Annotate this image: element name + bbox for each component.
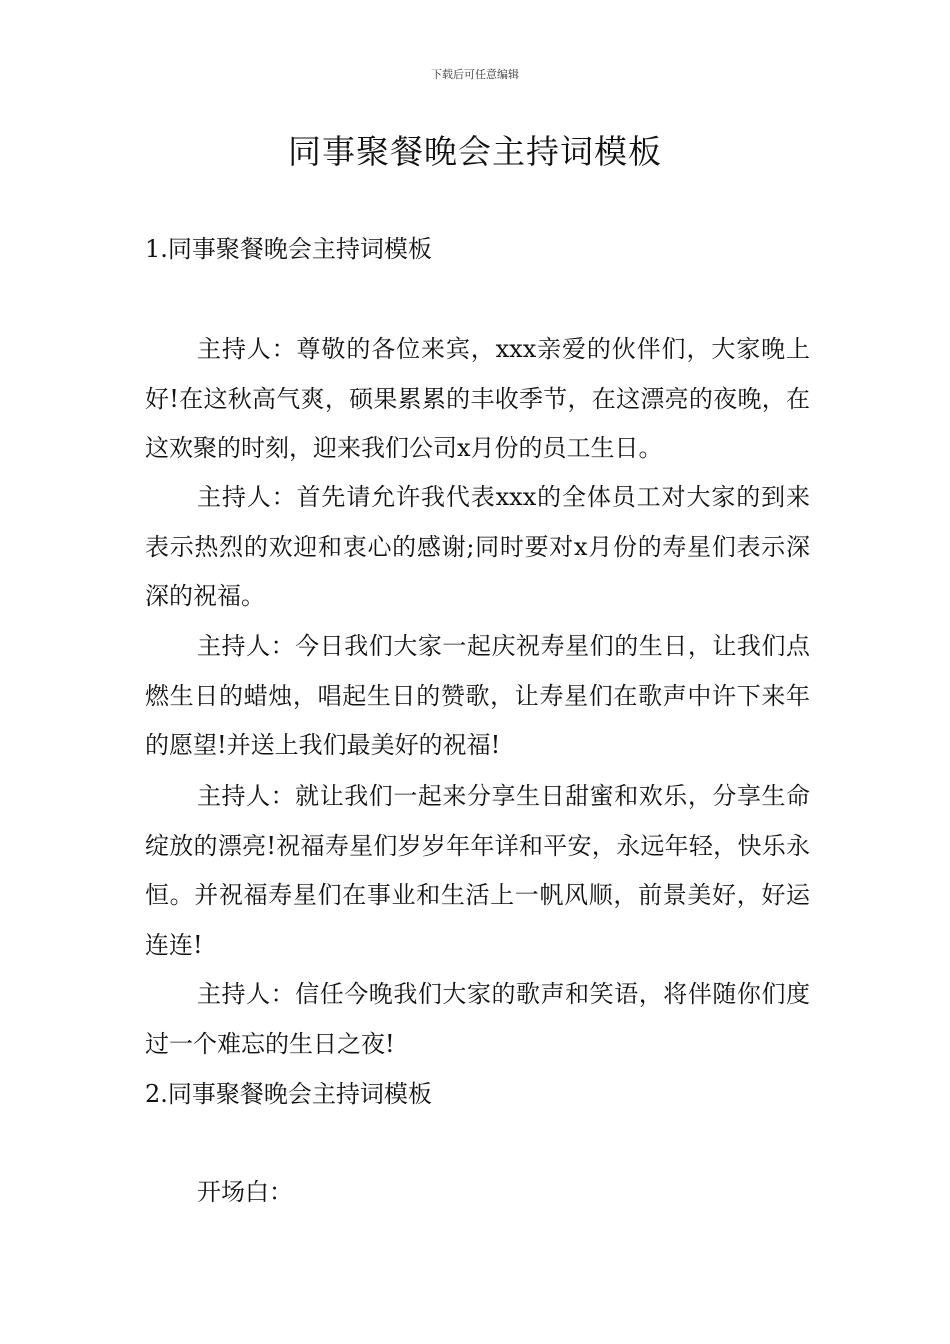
section-heading-1: 1.同事聚餐晚会主持词模板 (145, 235, 432, 263)
paragraph: 开场白： (197, 1178, 293, 1206)
paragraph: 主持人：尊敬的各位来宾，xxx亲爱的伙伴们，大家晚上好!在这秋高气爽，硕果累累的丰收季节，在这漂亮的夜晚，在这欢聚的时刻，迎来我们公司x月份的员工生日。 (145, 335, 810, 462)
section-heading-2: 2.同事聚餐晚会主持词模板 (145, 1080, 432, 1108)
paragraph: 主持人：今日我们大家一起庆祝寿星们的生日，让我们点燃生日的蜡烛，唱起生日的赞歌，让寿星们在歌声中许下来年的愿望!并送上我们最美好的祝福! (145, 632, 810, 759)
header-note: 下载后可任意编辑 (431, 68, 519, 81)
paragraph: 主持人：首先请允许我代表xxx的全体员工对大家的到来表示热烈的欢迎和衷心的感谢;同时要对x月份的寿星们表示深深的祝福。 (145, 483, 810, 610)
paragraph: 主持人：就让我们一起来分享生日甜蜜和欢乐，分享生命绽放的漂亮!祝福寿星们岁岁年年详和平安，永远年轻，快乐永恒。并祝福寿星们在事业和生活上一帆风顺，前景美好，好运连连! (145, 782, 810, 959)
paragraph: 主持人：信任今晚我们大家的歌声和笑语，将伴随你们度过一个难忘的生日之夜! (145, 980, 810, 1058)
document-title: 同事聚餐晚会主持词模板 (288, 132, 662, 171)
